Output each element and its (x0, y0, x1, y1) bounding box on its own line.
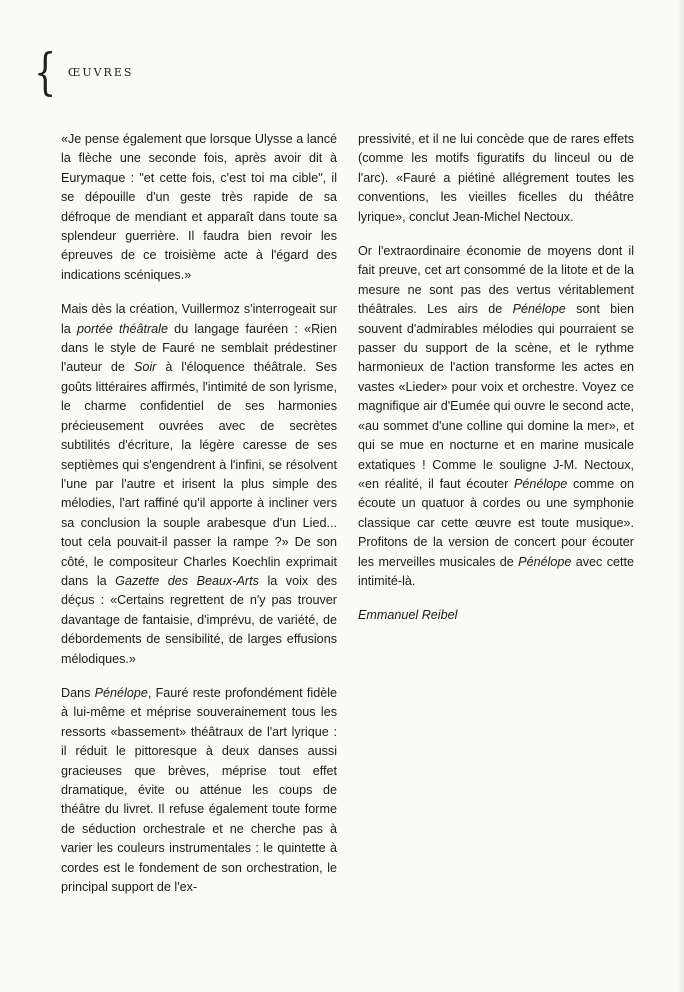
brace-ornament: { (34, 43, 57, 101)
author-signature: Emmanuel Reibel (358, 608, 458, 623)
paragraph-text: Dans (61, 685, 95, 700)
paragraph-vuillermoz (61, 300, 337, 669)
paragraph-text: avec cette intimité-là. (358, 554, 635, 588)
paragraph-text: à l'éloquence théâtrale. Ses goûts littéraires affirmés, l'intimité de son lyrisme, le charme confidentiel de ses harmonies précieusement ouvrées avec de secrètes subtilités d'écriture, la légère caresse de ses septièmes qui s'engendrent à l'infini, se résolvent l'une par l'autre et irisent la plus simple des mélodies, l'art raffiné qu'il apporte à incliner vers sa conclusion la souple arabesque d'un Lied... tout cela pouvait-il passer la rampe ?» De son côté, le compositeur Charles Koechlin exprimait dans la (61, 360, 337, 588)
paragraph-text: comme on écoute un quatuor à cordes ou une symphonie classique car cette œuvre est toute musique». Profitons de la version de concert pour écouter les merveilles musicales de (358, 476, 634, 569)
italic-title: Pénélope (94, 685, 148, 700)
paragraph-text: «Je pense également que lorsque Ulysse a lancé la flèche une seconde fois, après avoir dit à Eurymaque : "et cette fois, c'est toi ma cible", il se dépouille d'un geste très rapide de sa défroque de mendiant et apparaît dans toute sa splendeur guerrière. Il faudra bien revoir les épreuves de ce troisième acte à l'égard des indications scéniques.» (61, 132, 337, 282)
section-label: ŒUVRES (67, 65, 134, 79)
italic-title: Pénélope (514, 476, 568, 491)
paragraph-nectoux (358, 130, 634, 227)
italic-title: portée théâtrale (77, 321, 168, 336)
paragraph-text: Or l'extraordinaire économie de moyens dont il fait preuve, cet art consommé de la litote et de la mesure ne sont pas des vertus véritablement théâtrales. Les airs de (358, 244, 634, 317)
italic-title: Pénélope (512, 302, 566, 317)
paragraph-text: la voix des déçus : «Certains regrettent de n'y pas trouver davantage de fantaisie, d'imprévu, de variété, de débordements de sensibilité, de larges effusions mélodiques.» (61, 573, 338, 666)
italic-title: Soir (133, 360, 157, 375)
scan-edge-shadow (676, 0, 684, 992)
paragraph-quote-ulysse (61, 130, 337, 285)
paragraph-text: sont bien souvent d'admirables mélodies qui pourraient se passer du support de la scène, et le rythme harmonieux de l'action transforme les actes en vastes «Lieder» pour voix et orchestre. Voyez ce magnifique air d'Eumée qui ouvre le second acte, «au sommet d'une colline qui domine la mer», et qui se mue en nocturne et en marine musicale extatiques ! Comme le souligne J-M. Nectoux, «en réalité, il faut écouter (358, 302, 634, 491)
left-column (61, 130, 337, 912)
paragraph-text: du langage fauréen : «Rien dans le style de Fauré ne semblait prédestiner l'auteur de (61, 321, 337, 375)
paragraph-economie (358, 242, 634, 591)
italic-title: Pénélope (518, 554, 572, 569)
italic-title: Gazette des Beaux-Arts (115, 573, 259, 588)
paragraph-text: Mais dès la création, Vuillermoz s'interrogeait sur la (61, 302, 337, 336)
paragraph-text: , Fauré reste profondément fidèle à lui-même et méprise souverainement tous les ressorts «bassement» théâtraux de l'art lyrique : il réduit le pittoresque à deux danses aussi gracieuses que brèves, méprise tout effet dramatique, évite ou atténue les coups de théâtre du livret. Il refuse également toute forme de séduction orchestrale et ne cherche pas à varier les couleurs instrumentales : le quintette à cordes est le fondement de son orchestration, le principal support de l'ex- (61, 685, 338, 895)
paragraph-text: pressivité, et il ne lui concède que de rares effets (comme les motifs figuratifs du linceul ou de l'arc). «Fauré a piétiné allégrement toutes les conventions, les vieilles ficelles du théâtre lyrique», conclut Jean-Michel Nectoux. (358, 132, 634, 224)
right-column (358, 130, 634, 641)
paragraph-penelope-faure (61, 684, 337, 897)
page-header (34, 44, 133, 100)
